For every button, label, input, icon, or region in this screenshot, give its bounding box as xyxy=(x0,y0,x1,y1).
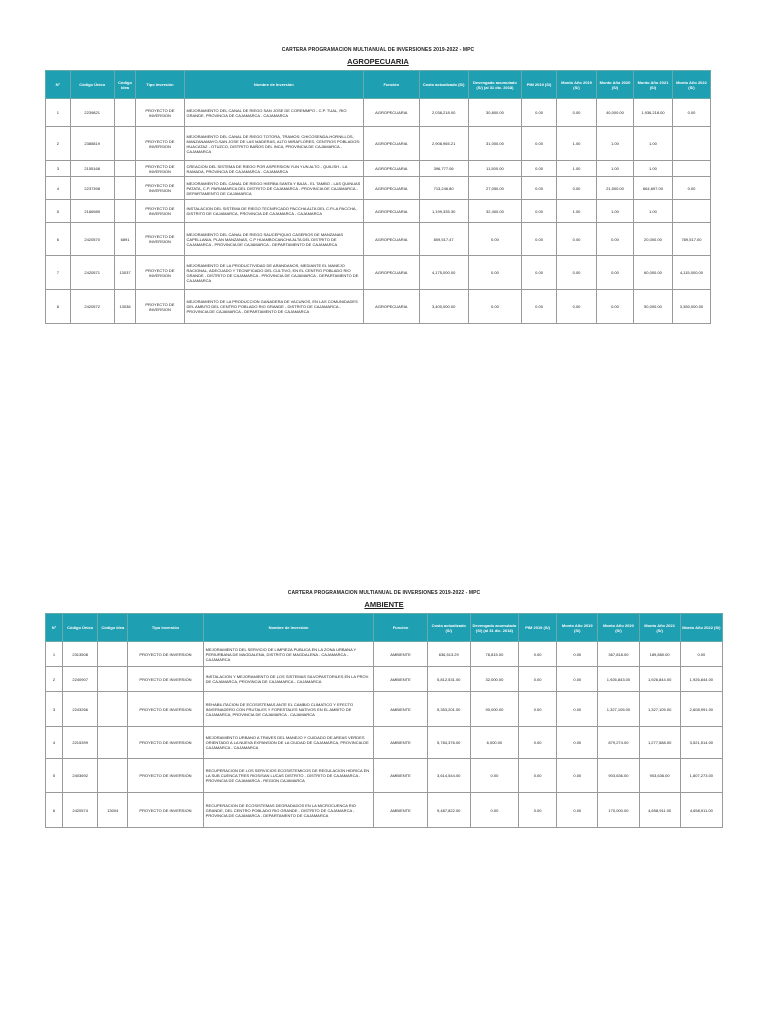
cell-funcion: AGROPECUARIA xyxy=(364,161,419,177)
cell-tipo: PROYECTO DE INVERSION xyxy=(128,793,203,828)
header-tipo: Tipo Inversión xyxy=(136,71,184,99)
cell-funcion: AGROPECUARIA xyxy=(364,200,419,223)
header-funcion: Función xyxy=(374,614,427,642)
cell-number: 4 xyxy=(46,727,63,759)
cell-codigo-idea: 13004 xyxy=(98,793,128,828)
header-funcion: Función xyxy=(364,71,419,99)
cell-monto-2021: 1.00 xyxy=(633,161,672,177)
cell-nombre: CREACION DEL SISTEMA DE RIEGO POR ASPERSION YUN YUN ALTO - QUILISH - LA RAMADA, PROVINCIA DE CAJAMARCA - CAJAMARCA xyxy=(184,161,364,177)
cell-nombre: MEJORAMIENTO DEL CANAL DE RIEGO HIERBA SANTA Y BAJA - EL TAMBO - LAS QUINUAS PATATA, C.P. PARIAMARCA DEL DISTRITO DE CAJAMARCA - PROVINCIA DE CAJAMARCA - DEPARTAMENTO DE CAJAMARCA xyxy=(184,177,364,200)
cell-number: 5 xyxy=(46,759,63,793)
cell-monto-2019: 0.00 xyxy=(557,727,598,759)
cell-monto-2021: 1.00 xyxy=(633,127,672,161)
cell-costo: 9,487,822.00 xyxy=(427,793,470,828)
cell-number: 6 xyxy=(46,793,63,828)
cell-monto-2021: 50,000.00 xyxy=(633,290,672,324)
cell-funcion: AGROPECUARIA xyxy=(364,256,419,290)
cell-devengado: 0.00 xyxy=(468,256,521,290)
header-monto-2020: Monto Año 2020 (S/) xyxy=(597,71,634,99)
header-monto-2019: Monto Año 2019 (S/) xyxy=(557,71,597,99)
cell-costo: 4,175,000.00 xyxy=(419,256,468,290)
cell-number: 1 xyxy=(46,642,63,667)
investment-table xyxy=(45,70,711,324)
cell-monto-2020: 1,327,105.00 xyxy=(598,692,639,727)
header-monto-2021: Monto Año 2021 (S/) xyxy=(633,71,672,99)
cell-funcion: AGROPECUARIA xyxy=(364,177,419,200)
cell-monto-2019: 0.00 xyxy=(557,99,597,127)
header-nombre: Nombre de Inversión xyxy=(203,614,374,642)
cell-nombre: MEJORAMIENTO DE LA PRODUCCION GANADERA DE VACUNOS, EN LAS COMUNIDADES DEL AMBITO DEL CENTRO POBLADO RIO GRANDE - DISTRITO DE CAJAMARCA - PROVINCIA DE CAJAMARCA - DEPARTAMENTO DE CAJAMARCA xyxy=(184,290,364,324)
header-monto-2021: Monto Año 2021 (S/) xyxy=(639,614,680,642)
cell-costo: 1,199,335.30 xyxy=(419,200,468,223)
table-row xyxy=(46,177,711,200)
cell-number: 2 xyxy=(46,667,63,692)
cell-costo: 636,513.29 xyxy=(427,642,470,667)
cell-tipo: PROYECTO DE INVERSION xyxy=(136,223,184,256)
cell-pim: 0.00 xyxy=(519,793,557,828)
cell-monto-2021: 1,926,844.00 xyxy=(639,667,680,692)
cell-monto-2021: 4,658,911.00 xyxy=(639,793,680,828)
cell-number: 2 xyxy=(46,127,71,161)
category-title: AGROPECUARIA xyxy=(347,57,409,66)
cell-costo: 3,614,544.00 xyxy=(427,759,470,793)
cell-number: 3 xyxy=(46,161,71,177)
cell-costo: 2,038,218.00 xyxy=(419,99,468,127)
cell-tipo: PROYECTO DE INVERSION xyxy=(136,290,184,324)
cell-tipo: PROYECTO DE INVERSION xyxy=(128,692,203,727)
cell-tipo: PROYECTO DE INVERSION xyxy=(136,161,184,177)
cell-codigo-idea xyxy=(114,200,136,223)
header-monto-2022: Monto Año 2022 (S/) xyxy=(672,71,710,99)
header-monto-2022: Monto Año 2022 (S/) xyxy=(680,614,722,642)
cell-monto-2021: 189,880.00 xyxy=(639,642,680,667)
cell-monto-2019: 0.00 xyxy=(557,692,598,727)
cell-monto-2020: 879,274.00 xyxy=(598,727,639,759)
table-row xyxy=(46,727,723,759)
header-devengado: Devengado acumulado (S/) (al 31 dic. 2018) xyxy=(470,614,518,642)
cell-number: 7 xyxy=(46,256,71,290)
cell-monto-2021: 903,636.00 xyxy=(639,759,680,793)
cell-monto-2020: 0.00 xyxy=(597,290,634,324)
cell-pim: 0.00 xyxy=(522,99,557,127)
cell-codigo-unico: 2420571 xyxy=(70,256,114,290)
cell-pim: 0.00 xyxy=(519,727,557,759)
cell-devengado: 78,815.00 xyxy=(470,642,518,667)
cell-monto-2022: 1,926,844.00 xyxy=(680,667,722,692)
cell-monto-2022: 4,115,000.00 xyxy=(672,256,710,290)
cell-monto-2019: 0.00 xyxy=(557,642,598,667)
table-header-row xyxy=(46,614,723,642)
cell-funcion: AMBIENTE xyxy=(374,692,427,727)
cell-monto-2022 xyxy=(672,200,710,223)
cell-tipo: PROYECTO DE INVERSION xyxy=(128,667,203,692)
cell-pim: 0.00 xyxy=(522,177,557,200)
cell-codigo-unico: 2385819 xyxy=(70,127,114,161)
table-header-row xyxy=(46,71,711,99)
cell-monto-2019: 0.00 xyxy=(557,256,597,290)
cell-nombre: REHABILITACION DE ECOSISTEMAS ANTE EL CAMBIO CLIMATICO Y EFECTO INVERNADERO CON FRUTALES Y FORESTALES NATIVOS EN EL AMBITO DE CAJAMARCA, PROVINCIA DE CAJAMARCA - CAJAMARCA xyxy=(203,692,374,727)
cell-codigo-unico: 2403692 xyxy=(63,759,98,793)
cell-codigo-unico: 2243266 xyxy=(63,692,98,727)
cell-codigo-idea xyxy=(98,727,128,759)
cell-funcion: AMBIENTE xyxy=(374,759,427,793)
cell-monto-2021: 1,277,588.00 xyxy=(639,727,680,759)
cell-number: 1 xyxy=(46,99,71,127)
cell-monto-2022: 0.00 xyxy=(672,177,710,200)
cell-codigo-unico: 2155168 xyxy=(70,161,114,177)
cell-devengado: 30,800.00 xyxy=(468,99,521,127)
table-row xyxy=(46,793,723,828)
cell-monto-2022: 3,350,000.00 xyxy=(672,290,710,324)
cell-monto-2022 xyxy=(672,161,710,177)
cell-devengado: 32,000.00 xyxy=(470,667,518,692)
cell-codigo-idea xyxy=(98,759,128,793)
cell-monto-2021: 1.00 xyxy=(633,200,672,223)
header-monto-2020: Monto Año 2020 (S/) xyxy=(598,614,639,642)
cell-devengado: 6,000.00 xyxy=(470,727,518,759)
cell-monto-2019: 1.00 xyxy=(557,200,597,223)
table-row xyxy=(46,290,711,324)
cell-number: 8 xyxy=(46,290,71,324)
cell-costo: 5,784,376.00 xyxy=(427,727,470,759)
cell-monto-2022: 2,608,991.00 xyxy=(680,692,722,727)
cell-pim: 0.00 xyxy=(519,642,557,667)
cell-monto-2022: 3,521,514.00 xyxy=(680,727,722,759)
cell-codigo-unico: 2420574 xyxy=(63,793,98,828)
cell-monto-2020: 0.00 xyxy=(597,256,634,290)
cell-funcion: AGROPECUARIA xyxy=(364,223,419,256)
cell-monto-2021: 1,327,105.00 xyxy=(639,692,680,727)
cell-monto-2021: 20,000.00 xyxy=(633,223,672,256)
cell-tipo: PROYECTO DE INVERSION xyxy=(136,127,184,161)
cell-monto-2020: 367,818.00 xyxy=(598,642,639,667)
table-row xyxy=(46,667,723,692)
cell-tipo: PROYECTO DE INVERSION xyxy=(128,759,203,793)
cell-pim: 0.00 xyxy=(519,759,557,793)
cell-pim: 0.00 xyxy=(522,223,557,256)
cell-codigo-unico: 2420572 xyxy=(70,290,114,324)
cell-codigo-idea xyxy=(114,161,136,177)
cell-devengado: 0.00 xyxy=(470,793,518,828)
header-pim: PIM 2019 (S/) xyxy=(519,614,557,642)
table-row xyxy=(46,127,711,161)
header-monto-2019: Monto Año 2019 (S/) xyxy=(557,614,598,642)
cell-monto-2019: 0.00 xyxy=(557,759,598,793)
header-n: N° xyxy=(46,71,71,99)
header-pim: PIM 2019 (S/) xyxy=(522,71,557,99)
cell-nombre: MEJORAMIENTO DEL CANAL DE RIEGO SAUCEPIQUIO CASERIOS DE MANZANAS CAPELLANIA, PLAN MANZANAS, C.P HUAMBOCANCHA ALTA DEL DISTRITO DE CAJAMARCA - PROVINCIA DE CAJAMARCA - DEPARTAMENTO DE CAJAMARCA xyxy=(184,223,364,256)
cell-pim: 0.00 xyxy=(522,256,557,290)
cell-costo: 3,400,000.00 xyxy=(419,290,468,324)
cell-costo: 5,812,531.00 xyxy=(427,667,470,692)
cell-monto-2020: 1.00 xyxy=(597,127,634,161)
cell-devengado: 32,400.00 xyxy=(468,200,521,223)
header-nombre: Nombre de Inversión xyxy=(184,71,364,99)
cell-monto-2021: 60,000.00 xyxy=(633,256,672,290)
cell-funcion: AGROPECUARIA xyxy=(364,290,419,324)
header-costo: Costo actualizado (S/) xyxy=(427,614,470,642)
cell-monto-2019: 0.00 xyxy=(557,177,597,200)
section-ambiente xyxy=(45,590,723,828)
cell-costo: 713,246.80 xyxy=(419,177,468,200)
table-row xyxy=(46,223,711,256)
cell-costo: 5,353,201.00 xyxy=(427,692,470,727)
section-agropecuaria xyxy=(45,47,711,324)
cell-nombre: RECUPERACION DE ECOSISTEMAS DEGRADADOS EN LA MICROCUENCA RIO GRANDE, DEL CENTRO POBLADO RIO GRANDE - DISTRITO DE CAJAMARCA - PROVINCIA DE CAJAMARCA - DEPARTAMENTO DE CAJAMARCA xyxy=(203,793,374,828)
cell-monto-2022: 0.00 xyxy=(672,99,710,127)
cell-monto-2020: 170,000.00 xyxy=(598,793,639,828)
cell-monto-2020: 903,636.00 xyxy=(598,759,639,793)
cell-monto-2020: 1,926,843.00 xyxy=(598,667,639,692)
cell-codigo-idea: 13037 xyxy=(114,256,136,290)
cell-tipo: PROYECTO DE INVERSION xyxy=(136,99,184,127)
cell-number: 6 xyxy=(46,223,71,256)
cell-nombre: MEJORAMIENTO URBANO A TRAVES DEL MANEJO Y CUIDADO DE AREAS VERDES ORIENTADO A LA NUEVA EXPANSION DE LA CIUDAD DE CAJAMARCA, PROVINCIA DE CAJAMARCA - CAJAMARCA xyxy=(203,727,374,759)
table-row xyxy=(46,759,723,793)
cell-monto-2019: 0.00 xyxy=(557,667,598,692)
header-codigo-unico: Código Único xyxy=(70,71,114,99)
cell-funcion: AGROPECUARIA xyxy=(364,127,419,161)
table-row xyxy=(46,642,723,667)
header-n: N° xyxy=(46,614,63,642)
header-tipo: Tipo Inversión xyxy=(128,614,203,642)
cell-devengado: 0.00 xyxy=(470,759,518,793)
cell-codigo-idea xyxy=(114,177,136,200)
cell-monto-2019: 0.00 xyxy=(557,793,598,828)
cell-tipo: PROYECTO DE INVERSION xyxy=(128,642,203,667)
cell-pim: 0.00 xyxy=(519,692,557,727)
cell-devengado: 31,000.00 xyxy=(468,127,521,161)
cell-nombre: MEJORAMIENTO DE LA PRODUCTIVIDAD DE ARANDANOS, MEDIANTE EL MANEJO RACIONAL, ADECUADO Y TECNIFICADO DEL CULTIVO, EN EL CENTRO POBLADO RIO GRANDE - DISTRITO DE CAJAMARCA - PROVINCIA DE CAJAMARCA - DEPARTAMENTO DE CAJAMARCA xyxy=(184,256,364,290)
investment-table xyxy=(45,613,723,828)
cell-codigo-unico: 2166989 xyxy=(70,200,114,223)
cell-funcion: AMBIENTE xyxy=(374,642,427,667)
cell-tipo: PROYECTO DE INVERSION xyxy=(136,177,184,200)
cell-pim: 0.00 xyxy=(519,667,557,692)
cell-tipo: PROYECTO DE INVERSION xyxy=(136,256,184,290)
cell-tipo: PROYECTO DE INVERSION xyxy=(128,727,203,759)
cell-tipo: PROYECTO DE INVERSION xyxy=(136,200,184,223)
cell-codigo-unico: 2420570 xyxy=(70,223,114,256)
cell-funcion: AMBIENTE xyxy=(374,793,427,828)
cell-nombre: RECUPERACION DE LOS SERVICIOS ECOSISTEMICOS DE REGULACION HIDRICA EN LA SUB CUENCA TRES RIOS/SAN LUCAS DISTRITO - DISTRITO DE CAJAMARCA - PROVINCIA DE CAJAMARCA - REGION CAJAMARCA xyxy=(203,759,374,793)
cell-number: 3 xyxy=(46,692,63,727)
cell-codigo-unico: 2240907 xyxy=(63,667,98,692)
cell-monto-2022: 4,658,911.00 xyxy=(680,793,722,828)
document-title: CARTERA PROGRAMACION MULTIANUAL DE INVERSIONES 2019-2022 - MPC xyxy=(287,590,481,596)
cell-devengado: 0.00 xyxy=(468,290,521,324)
cell-monto-2021: 1,936,218.00 xyxy=(633,99,672,127)
cell-pim: 0.00 xyxy=(522,200,557,223)
cell-nombre: INSTALACION DEL SISTEMA DE RIEGO TECNIFICADO PACCHA ALTA DEL C.P.LA PACCHA, DISTRITO DE CAJAMARCA, PROVINCIA DE CAJAMARCA - CAJAMARCA xyxy=(184,200,364,223)
cell-monto-2019: 1.00 xyxy=(557,161,597,177)
table-row xyxy=(46,99,711,127)
header-codigo-unico: Código Único xyxy=(63,614,98,642)
cell-codigo-idea: 6891 xyxy=(114,223,136,256)
table-row xyxy=(46,161,711,177)
cell-codigo-unico: 2237398 xyxy=(70,177,114,200)
cell-monto-2019: 1.00 xyxy=(557,127,597,161)
cell-monto-2020: 1.00 xyxy=(597,200,634,223)
table-row xyxy=(46,256,711,290)
header-devengado: Devengado acumulado (S/) (al 31 dic. 2018) xyxy=(468,71,521,99)
header-codigo-idea: Código Idea xyxy=(98,614,128,642)
cell-costo: 809,517.47 xyxy=(419,223,468,256)
header-codigo-idea: Código Idea xyxy=(114,71,136,99)
cell-costo: 396,777.06 xyxy=(419,161,468,177)
cell-monto-2021: 664,697.00 xyxy=(633,177,672,200)
cell-nombre: MEJORAMIENTO DEL SERVICIO DE LIMPIEZA PUBLICA EN LA ZONA URBANA Y PERIURBANA DE MAGDALENA, DISTRITO DE MAGDALENA - CAJAMARCA - CAJAMARCA xyxy=(203,642,374,667)
cell-devengado: 90,000.00 xyxy=(470,692,518,727)
cell-devengado: 27,050.00 xyxy=(468,177,521,200)
cell-number: 4 xyxy=(46,177,71,200)
cell-pim: 0.00 xyxy=(522,161,557,177)
cell-nombre: MEJORAMIENTO DEL CANAL DE RIEGO SAN JOSE DE COREMMPO - C.P. TUAL, RIO GRANDE, PROVINCIA DE CAJAMARCA - CAJAMARCA xyxy=(184,99,364,127)
cell-monto-2022 xyxy=(672,127,710,161)
cell-pim: 0.00 xyxy=(522,290,557,324)
cell-monto-2022: 789,517.00 xyxy=(672,223,710,256)
category-title: AMBIENTE xyxy=(364,600,404,609)
cell-number: 5 xyxy=(46,200,71,223)
cell-codigo-idea xyxy=(114,99,136,127)
cell-monto-2020: 21,500.00 xyxy=(597,177,634,200)
cell-codigo-idea xyxy=(98,692,128,727)
cell-codigo-unico: 2313508 xyxy=(63,642,98,667)
cell-codigo-idea xyxy=(98,667,128,692)
cell-funcion: AGROPECUARIA xyxy=(364,99,419,127)
cell-monto-2019: 0.00 xyxy=(557,290,597,324)
cell-monto-2022: 0.00 xyxy=(680,642,722,667)
document-title: CARTERA PROGRAMACION MULTIANUAL DE INVERSIONES 2019-2022 - MPC xyxy=(281,47,475,53)
cell-codigo-idea: 13036 xyxy=(114,290,136,324)
header-costo: Costo actualizado (S/) xyxy=(419,71,468,99)
cell-codigo-unico: 2215399 xyxy=(63,727,98,759)
cell-monto-2020: 40,000.00 xyxy=(597,99,634,127)
cell-nombre: MEJORAMIENTO DEL CANAL DE RIEGO TOTORA, TRAMOS: CHICOSENDA-HORNILLOS, MANZANAMAYO-SAN JOSE DE LAS MADERAS, ALTO MIRAFLORES, CENTROS POBLADOS: HUACATAZ - OTUZCO, DISTRITO BAÑOS DEL INCA, PROVINCIA DE CAJAMARCA - CAJAMARCA xyxy=(184,127,364,161)
cell-funcion: AMBIENTE xyxy=(374,727,427,759)
cell-monto-2022: 1,807,273.00 xyxy=(680,759,722,793)
cell-nombre: INSTALACION Y MEJORAMIENTO DE LOS SISTEMAS SILVOPASTORILES EN LA PROV. DE CAJAMARCA, PROVINCIA DE CAJAMARCA - CAJAMARCA xyxy=(203,667,374,692)
cell-costo: 2,908,965.21 xyxy=(419,127,468,161)
cell-funcion: AMBIENTE xyxy=(374,667,427,692)
table-row xyxy=(46,200,711,223)
cell-devengado: 0.00 xyxy=(468,223,521,256)
cell-monto-2019: 0.00 xyxy=(557,223,597,256)
cell-devengado: 11,500.00 xyxy=(468,161,521,177)
cell-codigo-unico: 2239821 xyxy=(70,99,114,127)
cell-pim: 0.00 xyxy=(522,127,557,161)
cell-monto-2020: 0.00 xyxy=(597,223,634,256)
cell-monto-2020: 1.00 xyxy=(597,161,634,177)
cell-codigo-idea xyxy=(98,642,128,667)
table-row xyxy=(46,692,723,727)
cell-codigo-idea xyxy=(114,127,136,161)
